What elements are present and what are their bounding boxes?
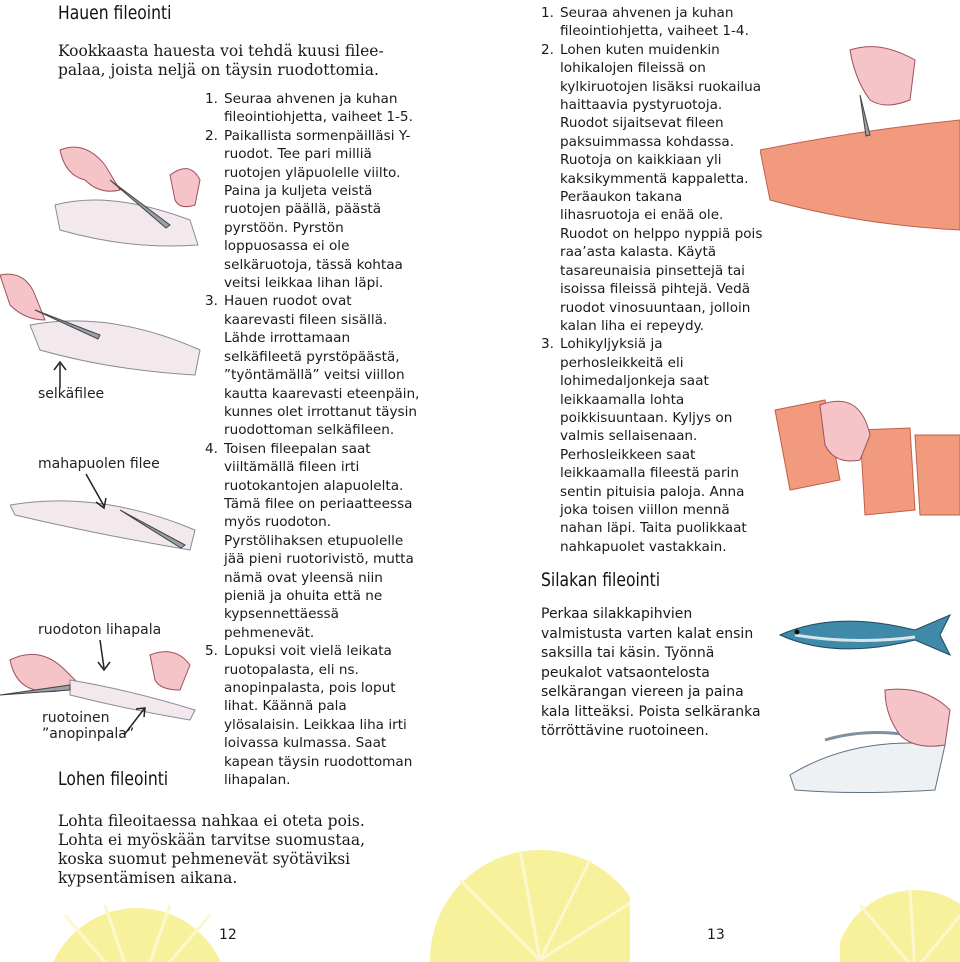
arrow-mahapuolen-icon (82, 472, 112, 512)
lohen-intro: Lohta fileoitaessa nahkaa ei oteta pois. Lohta ei myöskään tarvitse suomustaa, koska suomut pehmenevät syötäviksi kypsentämisen aikana. (58, 812, 366, 887)
label-ruodoton-lihapala: ruodoton lihapala (38, 622, 162, 638)
arrow-ruodoton-icon (90, 638, 115, 673)
lohen-step-1: 1. Seuraa ahvenen ja kuhan fileointiohjetta, vaiheet 1-4. (541, 5, 749, 40)
lohen-step-3: 3. Lohikyljyksiä ja perhosleikkeitä eli lohimedaljonkeja saat leikkaamalla lohta poikkisuuntaan. Kyljys on valmis sellaisenaan. Perhosleikkeen saat leikkaamalla fileestä parin sentin pituisia paloja. Anna joka toisen viillon mennä nahan läpi. Taita puolikkaat nahkapuolet vastakkain. (541, 336, 747, 555)
silakan-title: Silakan fileointi (541, 569, 661, 591)
lemon-slice-left-icon (45, 905, 230, 962)
salmon-steaks-illustration (765, 390, 960, 530)
salmon-fillet-illustration (760, 40, 960, 240)
hauen-step-3: 3. Hauen ruodot ovat kaarevasti fileen sisällä. Lähde irrottamaan selkäfileetä pyrstöpäästä, ”työntämällä” veitsi viillon kautta kaarevasti eteenpäin, kunnes olet irrottanut täysin ruodottoman selkäfileen. (205, 293, 420, 439)
page-number-left: 12 (219, 927, 237, 943)
hauen-step-2: 2. Paikallista sormenpäilläsi Y-ruodot. Tee pari milliä ruotojen yläpuolelle viilto. Paina ja kuljeta veistä ruotojen päällä, päästä pyrstöön. Pyrstön loppuosassa ei ole selkäruotoja, tässä kohtaa veitsi leikkaa lihan läpi. (205, 127, 411, 292)
hauen-title: Hauen fileointi (58, 2, 172, 24)
arrow-ruotoinen-icon (120, 705, 150, 740)
lemon-slice-center-icon (420, 840, 630, 962)
hauen-step-5: 5. Lopuksi voit vielä leikata ruotopalasta, eli ns. anopinpalasta, pois loput lihat. Käännä pala ylösalaisin. Leikkaa liha irti loivassa kulmassa. Saat kapean täysin ruodottoman lihapalan. (205, 643, 413, 789)
hauen-steps (205, 90, 423, 789)
pike-fillet-illustration-1 (50, 120, 210, 270)
label-mahapuolen-filee: mahapuolen filee (38, 456, 160, 472)
pike-fillet-illustration-2 (0, 265, 205, 385)
hauen-step-4: 4. Toisen fileepalan saat viiltämällä fileen irti ruotokantojen alapuolelta. Tämä filee on periaatteessa myös ruodoton. Pyrstölihaksen etupuolelle jää pieni ruotorivistö, mutta nämä ovat yleensä niin pieniä ja ohuita että ne kypsennettäessä pehmenevät. (205, 440, 414, 641)
silakan-text: Perkaa silakkapihvien valmistusta varten kalat ensin saksilla tai käsin. Työnnä peukalot vatsaontelosta selkärangan viereen ja paina kala litteäksi. Poista selkäranka törröttävine ruotoineen. (541, 606, 761, 739)
lohen-steps (541, 4, 763, 556)
herring-fish-icon (775, 605, 955, 665)
lemon-slice-right-icon (840, 880, 960, 962)
page-number-right: 13 (707, 927, 725, 943)
label-selkafilee: selkäfilee (38, 386, 105, 402)
label-ruotoinen-anopinpala: ruotoinen ”anopinpala” (42, 710, 135, 742)
hauen-intro: Kookkaasta hauesta voi tehdä kuusi filee- palaa, joista neljä on täysin ruodottomia. (58, 42, 384, 79)
lohen-title: Lohen fileointi (58, 768, 169, 790)
lohen-step-2: 2. Lohen kuten muidenkin lohikalojen fileissä on kylkiruotojen lisäksi ruokailua haittaavia pystyruotoja. Ruodot sijaitsevat fileen paksuimmassa kohdassa. Ruotoja on kaikkiaan yli kaksikymmentä kappaletta. Peräaukon takana lihasruotoja ei enää ole. Ruodot on helppo nyppiä pois raa’asta kalasta. Käytä tasareunaisia pinsettejä tai isoissa fileissä pihtejä. Vedä ruodot vinosuuntaan, jolloin kalan liha ei repeydy. (541, 41, 763, 334)
herring-deboning-illustration (785, 685, 955, 800)
hauen-step-1: 1. Seuraa ahvenen ja kuhan fileointiohjetta, vaiheet 1-5. (205, 91, 413, 126)
